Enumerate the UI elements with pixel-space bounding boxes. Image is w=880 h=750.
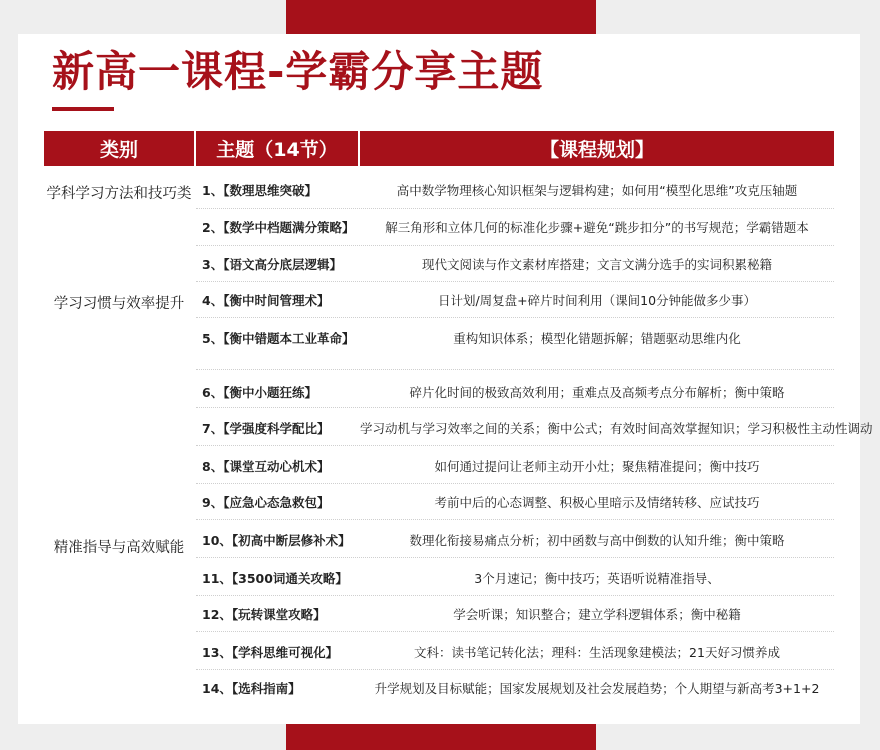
page-title: 新高一课程-学霸分享主题	[52, 47, 544, 96]
plan-cell: 现代文阅读与作文素材库搭建；文言文满分选手的实词积累秘籍	[421, 257, 772, 272]
table-row	[196, 446, 834, 484]
topic-cell: 14、【选科指南】	[202, 681, 301, 696]
table-row	[196, 520, 834, 558]
topic-cell: 11、【3500词通关攻略】	[202, 571, 348, 586]
topic-cell: 9、【应急心态急救包】	[202, 495, 330, 510]
title-underline	[52, 107, 114, 111]
table-row	[196, 174, 834, 209]
table-row	[196, 408, 873, 446]
header-topic: 主题（14节）	[196, 131, 358, 166]
topic-cell: 1、【数理思维突破】	[202, 183, 317, 198]
table-row	[196, 318, 834, 370]
table-row	[196, 596, 834, 632]
category-label-guidance: 精准指导与高效赋能	[53, 540, 185, 556]
plan-cell: 如何通过提问让老师主动开小灶；聚焦精准提问；衡中技巧	[434, 459, 760, 474]
plan-cell: 数理化衔接易痛点分析；初中函数与高中倒数的认知升维；衡中策略	[409, 533, 785, 548]
topic-cell: 6、【衡中小题狂练】	[202, 385, 317, 400]
topic-cell: 5、【衡中错题本工业革命】	[202, 331, 355, 346]
topic-cell: 7、【学强度科学配比】	[202, 421, 330, 436]
plan-cell: 3个月速记；衡中技巧；英语听说精准指导、	[474, 571, 720, 586]
table-row	[196, 484, 834, 520]
table-row	[196, 370, 834, 408]
plan-cell: 学会听课；知识整合；建立学科逻辑体系；衡中秘籍	[453, 607, 741, 622]
plan-cell: 考前中后的心态调整、积极心里暗示及情绪转移、应试技巧	[434, 495, 760, 510]
topic-cell: 8、【课堂互动心机术】	[202, 459, 330, 474]
topic-cell: 2、【数学中档题满分策略】	[202, 220, 355, 235]
top-accent-bar	[286, 0, 596, 34]
topic-cell: 12、【玩转课堂攻略】	[202, 607, 326, 622]
topic-cell: 4、【衡中时间管理术】	[202, 293, 330, 308]
topic-cell: 3、【语文高分底层逻辑】	[202, 257, 342, 272]
topic-cell: 10、【初高中断层修补术】	[202, 533, 351, 548]
table-row	[196, 282, 834, 318]
table-row	[196, 632, 834, 670]
table-row	[196, 209, 834, 246]
plan-cell: 重构知识体系；模型化错题拆解；错题驱动思维内化	[453, 331, 741, 346]
plan-cell: 升学规划及目标赋能；国家发展规划及社会发展趋势；个人期望与新高考3+1+2	[374, 681, 820, 696]
table-row	[196, 246, 834, 282]
table-row	[196, 558, 834, 596]
category-label-habits: 学习习惯与效率提升	[53, 296, 185, 312]
plan-cell: 解三角形和立体几何的标准化步骤+避免“跳步扣分”的书写规范；学霸错题本	[385, 220, 809, 235]
plan-cell: 学习动机与学习效率之间的关系；衡中公式；有效时间高效掌握知识；学习积极性主动性调动	[360, 421, 873, 436]
plan-cell: 文科：读书笔记转化法；理科：生活现象建模法；21天好习惯养成	[414, 645, 780, 660]
header-plan: 【课程规划】	[360, 131, 834, 166]
slide-card	[18, 34, 873, 724]
table-row	[196, 670, 834, 706]
bottom-accent-bar	[286, 724, 596, 750]
category-label-methods: 学科学习方法和技巧类	[46, 186, 192, 202]
topic-cell: 13、【学科思维可视化】	[202, 645, 339, 660]
plan-cell: 日计划/周复盘+碎片时间利用（课间10分钟能做多少事）	[437, 293, 757, 308]
header-category: 类别	[44, 131, 194, 166]
plan-cell: 碎片化时间的极致高效利用；重难点及高频考点分布解析；衡中策略	[409, 385, 785, 400]
plan-cell: 高中数学物理核心知识框架与逻辑构建；如何用“模型化思维”攻克压轴题	[396, 183, 798, 198]
